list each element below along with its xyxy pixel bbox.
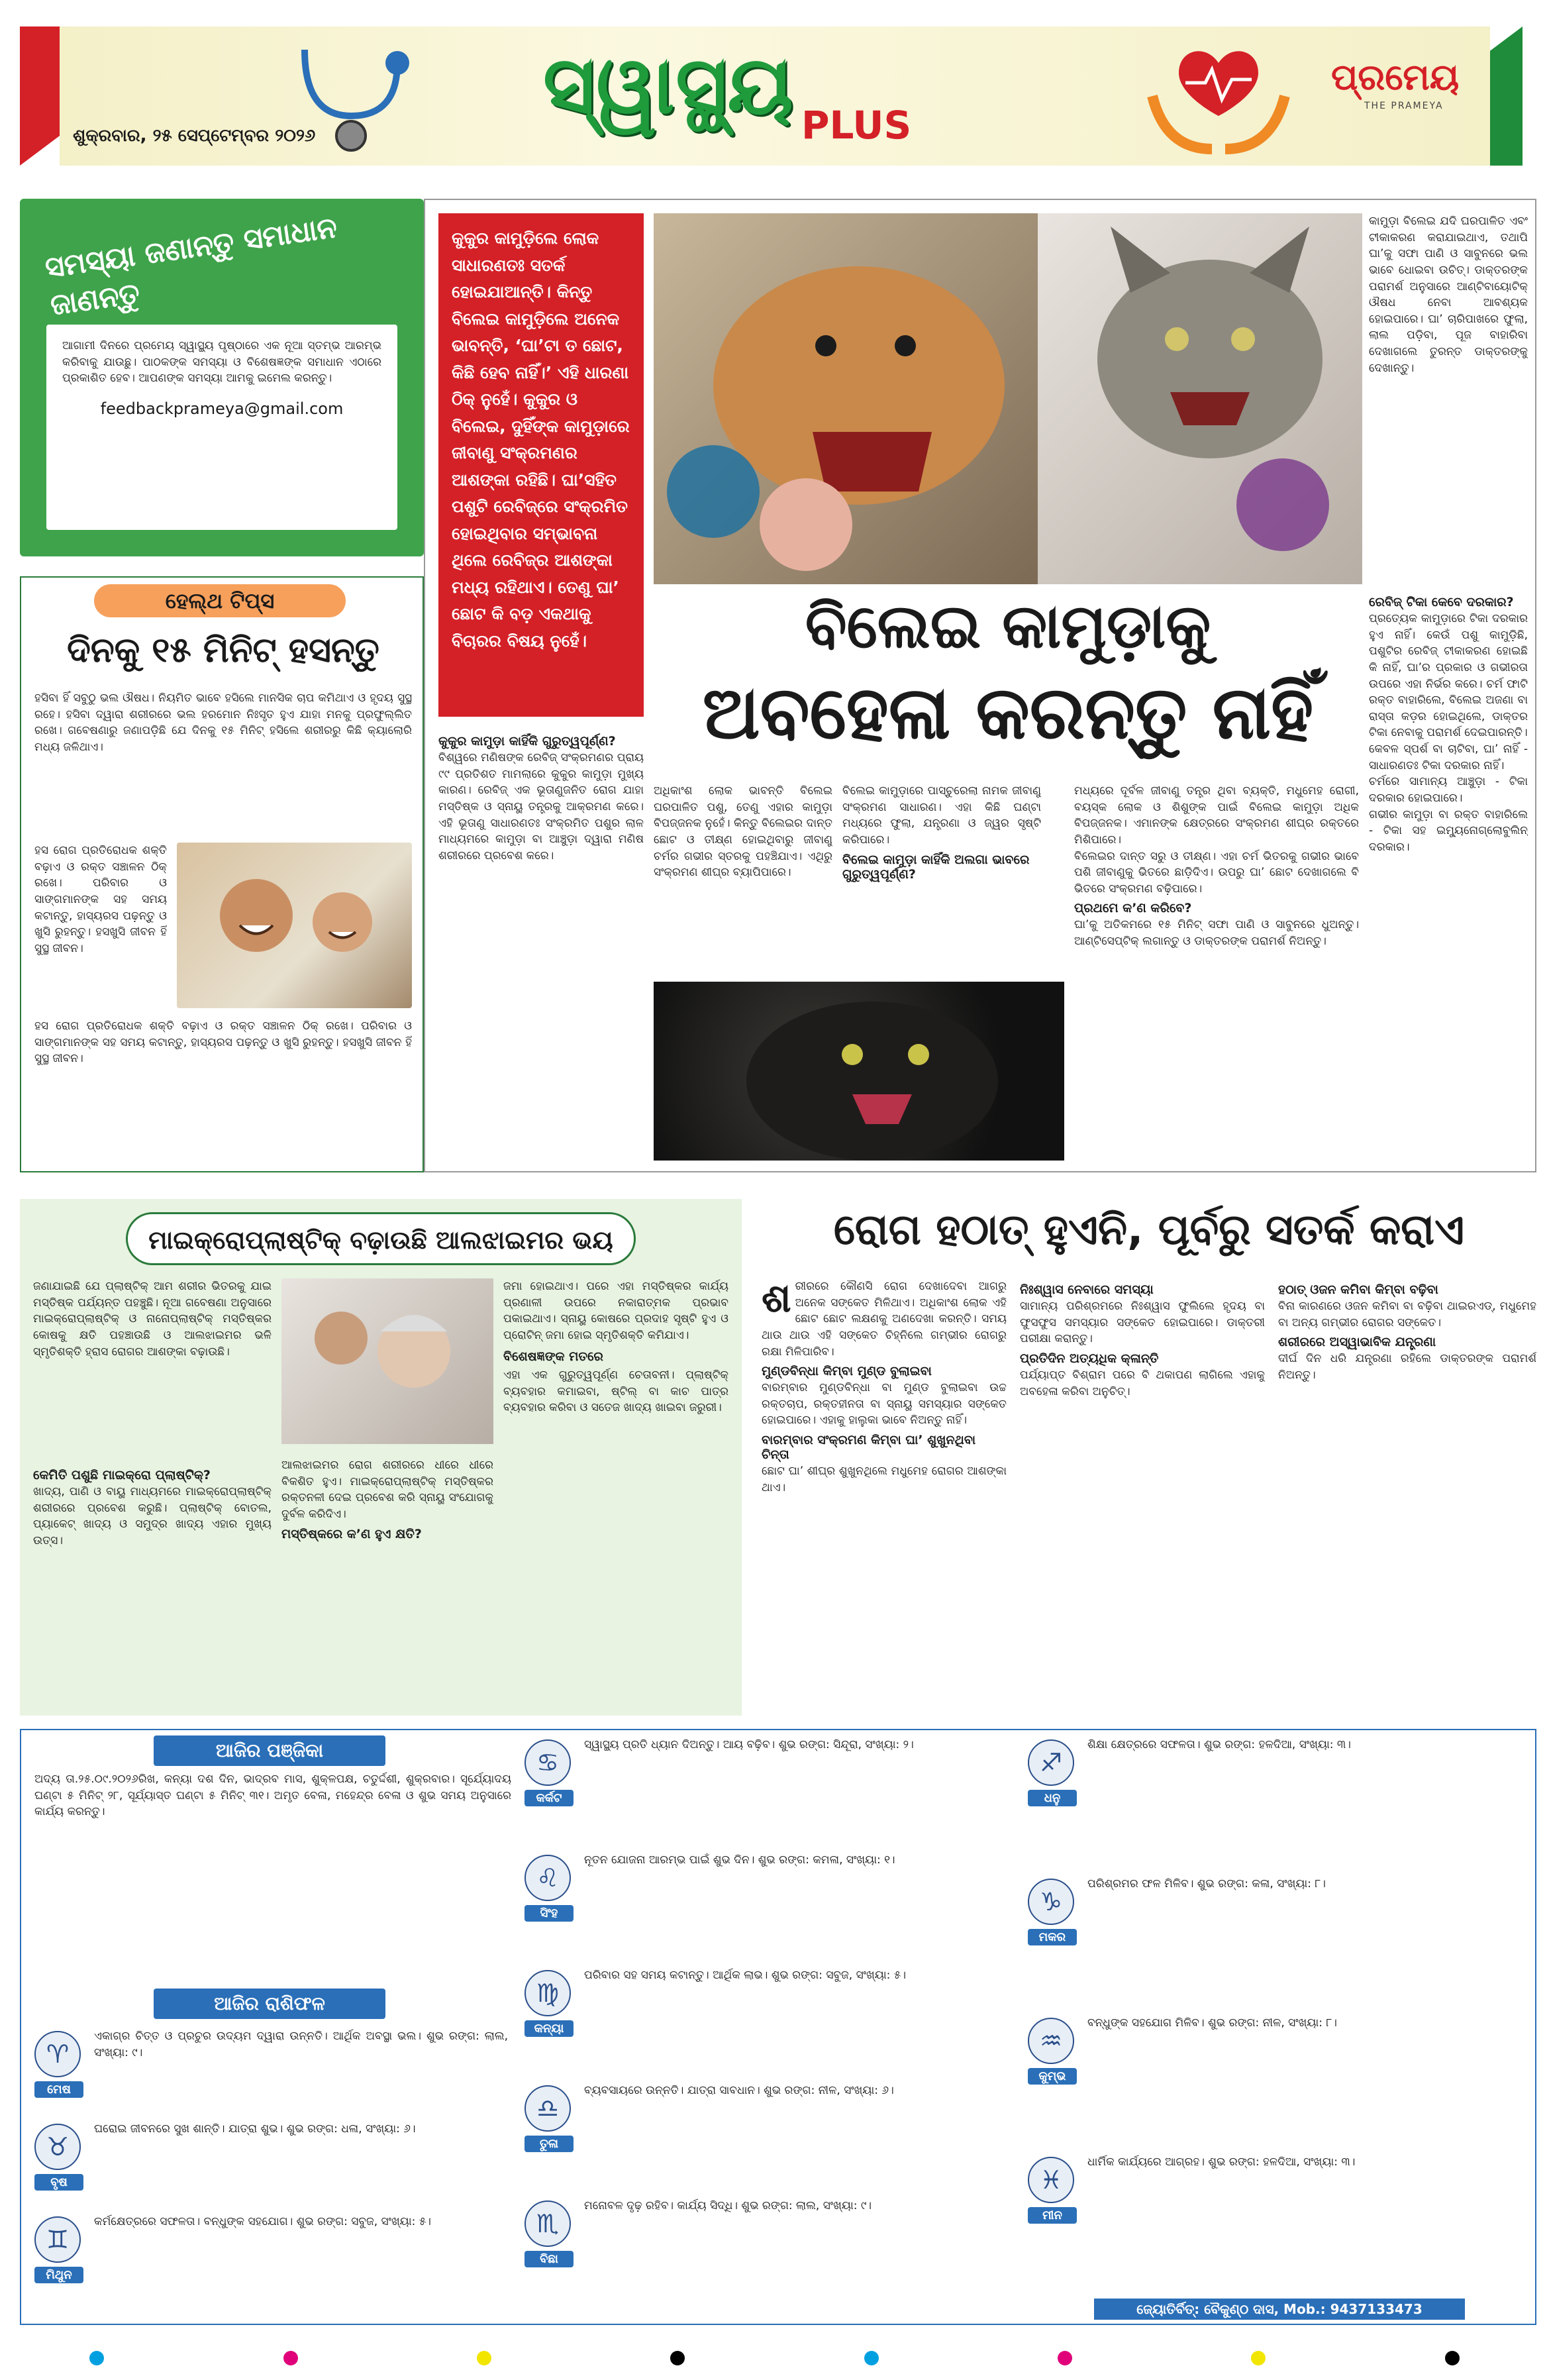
body-pain-heading: ଶରୀରରେ ଅସ୍ୱାଭାବିକ ଯନ୍ତ୍ରଣା bbox=[1278, 1335, 1436, 1350]
zodiac-name: ବୃଷ bbox=[34, 2174, 83, 2191]
warning-headline: ରୋଗ ହଠାତ୍ ହୁଏନି, ପୂର୍ବରୁ ସତର୍କ କରାଏ bbox=[833, 1206, 1465, 1255]
registration-dot bbox=[670, 2351, 685, 2365]
heart-hands-icon bbox=[1139, 36, 1298, 162]
lead-col-1 bbox=[438, 730, 644, 1161]
horoscope-entry bbox=[1028, 2015, 1524, 2150]
section-plus: PLUS bbox=[801, 103, 912, 148]
cat-icon bbox=[1038, 213, 1362, 584]
rabies-bullet-1: କେବଳ ସ୍ପର୍ଶ ବା ଚାଟିବା, ଘା’ ନାହିଁ - ସାଧାରଣତଃ ଟିକା ଦରକାର ନାହିଁ। bbox=[1369, 743, 1528, 772]
horoscope-entry bbox=[34, 2121, 511, 2210]
laughing-family-photo bbox=[177, 843, 412, 1008]
zodiac-name: ସିଂହ bbox=[525, 1905, 574, 1922]
registration-dot bbox=[1251, 2351, 1266, 2365]
registration-dot bbox=[1445, 2351, 1460, 2365]
elderly-person-icon bbox=[281, 1278, 493, 1444]
lead-right-col: କାମୁଡ଼ା ବିଲେଇ ଯଦି ଘରପାଳିତ ଏବଂ ଟୀକାକରଣ କରାଯାଇଥାଏ, ତଥାପି ଘା’କୁ ସଫା ପାଣି ଓ ସାବୁନରେ ଭଲ ଭାବେ ଧୋଇବା ଉଚିତ୍। ଡାକ୍ତରଙ୍କ ପରାମର୍ଶ ଅନୁସାରେ ଆଣ୍ଟିବାୟୋଟିକ୍ ଔଷଧ ନେବା ଆବଶ୍ୟକ ହୋଇପାରେ। ଘା’ ଚାରିପାଖରେ ଫୁଲା, ଲାଲ ପଡ଼ିବା, ପୂଜ ବାହାରିବା ଦେଖାଗଲେ ତୁରନ୍ତ ଡାକ୍ତରଙ୍କୁ ଦେଖାନ୍ତୁ। bbox=[1369, 215, 1528, 375]
brain-damage-heading: ମସ୍ତିଷ୍କରେ କ’ଣ ହୁଏ କ୍ଷତି? bbox=[281, 1526, 422, 1541]
health-tip-body-side: ହସ ରୋଗ ପ୍ରତିରୋଧକ ଶକ୍ତି ବଢ଼ାଏ ଓ ରକ୍ତ ସଞ୍ଚାଳନ ଠିକ୍ ରଖେ। ପରିବାର ଓ ସାଙ୍ଗମାନଙ୍କ ସହ ସମୟ କଟାନ୍ତୁ, ହାସ୍ୟରସ ପଢ଼ନ୍ତୁ ଓ ଖୁସି ରୁହନ୍ତୁ। ହସଖୁସି ଜୀବନ ହିଁ ସୁସ୍ଥ ଜୀବନ। bbox=[34, 844, 167, 955]
warning-col-2 bbox=[1020, 1278, 1265, 1702]
rashifal-title: ଆଜିର ରାଶିଫଳ bbox=[154, 1989, 385, 2019]
zodiac-forecast: ସ୍ୱାସ୍ଥ୍ୟ ପ୍ରତି ଧ୍ୟାନ ଦିଅନ୍ତୁ। ଆୟ ବଢ଼ିବ। ଶୁଭ ରଙ୍ଗ: ସିନ୍ଦୂରା, ସଂଖ୍ୟା: ୨। bbox=[584, 1738, 914, 1751]
rabies-heading: ରେବିଜ୍ ଟିକା କେବେ ଦରକାର? bbox=[1369, 595, 1514, 609]
breathing-heading: ନିଃଶ୍ୱାସ ନେବାରେ ସମସ୍ୟା bbox=[1020, 1282, 1154, 1297]
horoscope-entry bbox=[1028, 1737, 1524, 1872]
warning-signs-article bbox=[762, 1199, 1536, 1716]
issue-date: ଶୁକ୍ରବାର, ୨୫ ସେପ୍ଟେମ୍ବର ୨୦୨୬ bbox=[73, 126, 316, 146]
feedback-card bbox=[46, 325, 397, 530]
zodiac-icon: ♉ bbox=[34, 2124, 81, 2170]
angry-dog-photo bbox=[654, 213, 1038, 584]
zodiac-forecast: ଏକାଗ୍ର ଚିତ୍ତ ଓ ପ୍ରଚୁର ଉଦ୍ୟମ ଦ୍ୱାରା ଉନ୍ନତି। ଆର୍ଥିକ ଅବସ୍ଥା ଭଲ। ଶୁଭ ରଙ୍ଗ: ଲାଲ, ସଂଖ୍ୟା: ୯। bbox=[94, 2030, 508, 2059]
microplastic-damage-intro: ଆଲଝାଇମର ରୋଗ ଶରୀରରେ ଧୀରେ ଧୀରେ ବିକଶିତ ହୁଏ। ମାଇକ୍ରୋପ୍ଲାଷ୍ଟିକ୍ ମସ୍ତିଷ୍କର ରକ୍ତନଳୀ ଦେଇ ପ୍ରବେଶ କରି ସ୍ନାୟୁ ସଂଯୋଗକୁ ଦୁର୍ବଳ କରିଦିଏ। bbox=[281, 1459, 493, 1521]
zodiac-name: ମିଥୁନ bbox=[34, 2267, 83, 2283]
horoscope-entry bbox=[1028, 1876, 1524, 2011]
registration-dot bbox=[283, 2351, 298, 2365]
zodiac-icon: ♏ bbox=[525, 2200, 571, 2247]
horoscope-entry bbox=[525, 1737, 1015, 1848]
registration-dot bbox=[1058, 2351, 1072, 2365]
horoscope-entry bbox=[525, 2083, 1015, 2194]
horoscope-entry bbox=[525, 1852, 1015, 1963]
warning-col-3 bbox=[1278, 1278, 1536, 1702]
zodiac-name: ମକର bbox=[1028, 1929, 1077, 1945]
dog-bite-heading: କୁକୁର କାମୁଡ଼ା କାହିଁକି ଗୁରୁତ୍ୱପୂର୍ଣ୍ଣ? bbox=[438, 734, 616, 749]
rabies-body: ପ୍ରତ୍ୟେକ କାମୁଡ଼ାରେ ଟିକା ଦରକାର ହୁଏ ନାହିଁ। କେଉଁ ପଶୁ କାମୁଡ଼ିଛି, ପଶୁଟିର ରେବିଜ୍ ଟୀକାକରଣ ହୋଇଛି କି ନାହିଁ, ଘା’ର ପ୍ରକାର ଓ ଗଭୀରତା ଉପରେ ଏହା ନିର୍ଭର କରେ। ଚର୍ମ ଫାଟି ରକ୍ତ ବାହାରିଲେ, ବିଲେଇ ଅଜଣା ବା ରାସ୍ତା କଡ଼ର ହୋଇଥିଲେ, ଡାକ୍ତର ଟିକା ନେବାକୁ ପରାମର୍ଶ ଦେଇପାରନ୍ତି। bbox=[1369, 612, 1528, 740]
newspaper-logo-subtitle: THE PRAMEYA bbox=[1364, 101, 1444, 111]
registration-dot bbox=[89, 2351, 104, 2365]
zodiac-icon: ♑ bbox=[1028, 1879, 1074, 1925]
microplastic-entry-body: ଖାଦ୍ୟ, ପାଣି ଓ ବାୟୁ ମାଧ୍ୟମରେ ମାଇକ୍ରୋପ୍ଲାଷ୍ଟିକ୍ ଶରୀରରେ ପ୍ରବେଶ କରୁଛି। ପ୍ଲାଷ୍ଟିକ୍ ବୋତଲ, ପ୍ୟାକେଟ୍ ଖାଦ୍ୟ ଓ ସମୁଦ୍ର ଖାଦ୍ୟ ଏହାର ମୁଖ୍ୟ ଉତ୍ସ। bbox=[33, 1485, 272, 1547]
zodiac-name: କୁମ୍ଭ bbox=[1028, 2068, 1077, 2085]
smile-icon bbox=[177, 843, 412, 1008]
expert-heading: ବିଶେଷଜ୍ଞଙ୍କ ମତରେ bbox=[503, 1349, 603, 1364]
lead-article bbox=[424, 199, 1536, 1172]
headache-body: ବାରମ୍ବାର ମୁଣ୍ଡବିନ୍ଧା ବା ମୁଣ୍ଡ ବୁଲାଇବା ଉଚ୍ଚ ରକ୍ତଚାପ, ରକ୍ତହୀନତା ବା ସ୍ନାୟୁ ସମସ୍ୟାର ସଙ୍କେତ ହୋଇପାରେ। ଏହାକୁ ହାଲୁକା ଭାବେ ନିଅନ୍ତୁ ନାହିଁ। bbox=[762, 1381, 1007, 1427]
registration-dot bbox=[477, 2351, 491, 2365]
zodiac-forecast: ବନ୍ଧୁଙ୍କ ସହଯୋଗ ମିଳିବ। ଶୁଭ ରଙ୍ଗ: ନୀଳ, ସଂଖ୍ୟା: ୮। bbox=[1087, 2016, 1337, 2030]
infection-body: ଛୋଟ ଘା’ ଶୀଘ୍ର ଶୁଖୁନଥିଲେ ମଧୁମେହ ରୋଗର ଆଶଙ୍କା ଥାଏ। bbox=[762, 1465, 1007, 1494]
dog-bite-body: ବିଶ୍ୱରେ ମଣିଷଙ୍କ ରେବିଜ୍ ସଂକ୍ରମଣର ପ୍ରାୟ ୯୯ ପ୍ରତିଶତ ମାମଲାରେ କୁକୁର କାମୁଡ଼ା ମୁଖ୍ୟ କାରଣ। ରେବିଜ୍ ଏକ ଭୂତାଣୁଜନିତ ରୋଗ ଯାହା ମସ୍ତିଷ୍କ ଓ ସ୍ନାୟୁ ତନ୍ତ୍ରକୁ ଆକ୍ରମଣ କରେ। ଏହି ଭୂତାଣୁ ସାଧାରଣତଃ ସଂକ୍ରମିତ ପଶୁର ଲାଳ ମାଧ୍ୟମରେ କାମୁଡ଼ା ବା ଆଞ୍ଚୁଡ଼ା ଦ୍ୱାରା ମଣିଷ ଶରୀରରେ ପ୍ରବେଶ କରେ। bbox=[438, 751, 644, 862]
health-tip-headline: ଦିନକୁ ୧୫ ମିନିଟ୍ ହସନ୍ତୁ bbox=[67, 631, 379, 670]
horoscope-grid bbox=[21, 1730, 1538, 2326]
fatigue-body: ପର୍ଯ୍ୟାପ୍ତ ବିଶ୍ରାମ ପରେ ବି ଥକାପଣ ଲାଗିଲେ ଏହାକୁ ଅବହେଳା କରିବା ଅନୁଚିତ୍। bbox=[1020, 1368, 1265, 1398]
microplastic-col-3 bbox=[503, 1278, 728, 1702]
expert-body: ଏହା ଏକ ଗୁରୁତ୍ୱପୂର୍ଣ୍ଣ ଚେତାବନୀ। ପ୍ଲାଷ୍ଟିକ୍ ବ୍ୟବହାର କମାଇବା, ଷ୍ଟିଲ୍ ବା କାଚ ପାତ୍ର ବ୍ୟବହାର କରିବା ଓ ସତେଜ ଖାଦ୍ୟ ଖାଇବା ଜରୁରୀ। bbox=[503, 1369, 728, 1415]
warning-col-1 bbox=[762, 1278, 1007, 1702]
zodiac-name: ବିଛା bbox=[525, 2251, 574, 2267]
cat-bite-intro: ବିଲେଇ କାମୁଡ଼ାରେ ପାସ୍ଚୁରେଲା ନାମକ ଜୀବାଣୁ ସଂକ୍ରମଣ ସାଧାରଣ। ଏହା କିଛି ଘଣ୍ଟା ମଧ୍ୟରେ ଫୁଲା, ଯନ୍ତ୍ରଣା ଓ ଜ୍ୱର ସୃଷ୍ଟି କରିପାରେ। bbox=[842, 784, 1041, 847]
zodiac-name: ମୀନ bbox=[1028, 2207, 1077, 2224]
panjika-title: ଆଜିର ପଞ୍ଜିକା bbox=[154, 1735, 385, 1766]
lead-headline-1: ବିଲେଇ କାମୁଡ଼ାକୁ bbox=[805, 591, 1211, 662]
elderly-woman-photo bbox=[281, 1278, 493, 1444]
warning-dropcap: ଶ bbox=[762, 1278, 791, 1321]
health-tip-box bbox=[20, 576, 424, 1172]
dog-icon bbox=[654, 213, 1038, 584]
horoscope-entry bbox=[34, 2028, 511, 2117]
zodiac-icon: ♒ bbox=[1028, 2018, 1074, 2064]
zodiac-forecast: ପରିଶ୍ରମର ଫଳ ମିଳିବ। ଶୁଭ ରଙ୍ଗ: କଳା, ସଂଖ୍ୟା: ୮। bbox=[1087, 1877, 1326, 1890]
lead-col-4 bbox=[1074, 783, 1359, 1161]
health-tip-body2: ହସ ରୋଗ ପ୍ରତିରୋଧକ ଶକ୍ତି ବଢ଼ାଏ ଓ ରକ୍ତ ସଞ୍ଚାଳନ ଠିକ୍ ରଖେ। ପରିବାର ଓ ସାଙ୍ଗମାନଙ୍କ ସହ ସମୟ କଟାନ୍ତୁ, ହାସ୍ୟରସ ପଢ଼ନ୍ତୁ ଓ ଖୁସି ରୁହନ୍ତୁ। ହସଖୁସି ଜୀବନ ହିଁ ସୁସ୍ଥ ଜୀବନ। bbox=[34, 1019, 412, 1066]
zodiac-icon: ♐ bbox=[1028, 1739, 1074, 1786]
zodiac-forecast: ବ୍ୟବସାୟରେ ଉନ୍ନତି। ଯାତ୍ରା ସାବଧାନ। ଶୁଭ ରଙ୍ଗ: ନୀଳ, ସଂଖ୍ୟା: ୬। bbox=[584, 2084, 894, 2097]
rabies-bullet-3: ଗଭୀର କାମୁଡ଼ା ବା ରକ୍ତ ବାହାରିଲେ - ଟିକା ସହ ଇମ୍ୟୁନୋଗ୍ଲୋବୁଲିନ୍ ଦରକାର। bbox=[1369, 807, 1528, 854]
zodiac-name: ତୁଳା bbox=[525, 2136, 574, 2152]
zodiac-icon: ♌ bbox=[525, 1855, 571, 1901]
lead-col-3 bbox=[842, 783, 1041, 975]
microplastic-article bbox=[20, 1199, 742, 1716]
zodiac-forecast: ଧାର୍ମିକ କାର୍ଯ୍ୟରେ ଆଗ୍ରହ। ଶୁଭ ରଙ୍ଗ: ହଳଦିଆ, ସଂଖ୍ୟା: ୩। bbox=[1087, 2155, 1356, 2169]
zodiac-icon: ♊ bbox=[34, 2216, 81, 2263]
zodiac-forecast: ନୂତନ ଯୋଜନା ଆରମ୍ଭ ପାଇଁ ଶୁଭ ଦିନ। ଶୁଭ ରଙ୍ଗ: କମଳା, ସଂଖ୍ୟା: ୧। bbox=[584, 1853, 895, 1867]
rabies-bullet-2: ଚର୍ମରେ ସାମାନ୍ୟ ଆଞ୍ଚୁଡ଼ା - ଟିକା ଦରକାର ହୋଇପାରେ। bbox=[1369, 775, 1528, 805]
weight-change-heading: ହଠାତ୍ ଓଜନ କମିବା କିମ୍ବା ବଢ଼ିବା bbox=[1278, 1282, 1438, 1297]
zodiac-name: ମେଷ bbox=[34, 2081, 83, 2098]
feedback-email[interactable]: feedbackprameya@gmail.com bbox=[100, 399, 344, 418]
zodiac-icon: ♈ bbox=[34, 2031, 81, 2077]
microplastic-intro: ଜଣାଯାଇଛି ଯେ ପ୍ଲାଷ୍ଟିକ୍ ଆମ ଶରୀର ଭିତରକୁ ଯାଇ ମସ୍ତିଷ୍କ ପର୍ଯ୍ୟନ୍ତ ପହଞ୍ଚୁଛି। ନୂଆ ଗବେଷଣା ଅନୁସାରେ ମାଇକ୍ରୋପ୍ଲାଷ୍ଟିକ୍ ଓ ନାନୋପ୍ଲାଷ୍ଟିକ୍ ମସ୍ତିଷ୍କର କୋଷକୁ କ୍ଷତି ପହଞ୍ଚାଉଛି ଓ ଆଲଝାଇମର ଭଳି ସ୍ମୃତିଶକ୍ତି ହ୍ରାସ ରୋଗର ଆଶଙ୍କା ବଢ଼ାଉଛି। bbox=[33, 1280, 272, 1359]
black-cat-photo bbox=[654, 982, 1064, 1161]
horoscope-entry bbox=[1028, 2154, 1524, 2289]
body-pain-body: ଦୀର୍ଘ ଦିନ ଧରି ଯନ୍ତ୍ରଣା ରହିଲେ ଡାକ୍ତରଙ୍କ ପରାମର୍ଶ ନିଅନ୍ତୁ। bbox=[1278, 1352, 1536, 1382]
first-aid-body: ଘା’କୁ ଅତିକମରେ ୧୫ ମିନିଟ୍ ସଫା ପାଣି ଓ ସାବୁନରେ ଧୁଅନ୍ତୁ। ଆଣ୍ଟିସେପ୍ଟିକ୍ ଲଗାନ୍ତୁ ଓ ଡାକ୍ତରଙ୍କ ପରାମର୍ଶ ନିଅନ୍ତୁ। bbox=[1074, 918, 1359, 949]
angry-cat-photo bbox=[1038, 213, 1362, 584]
warning-intro: ରୀରରେ କୌଣସି ରୋଗ ଦେଖାଦେବା ଆଗରୁ ଅନେକ ସଙ୍କେତ ମିଳିଥାଏ। ଅଧିକାଂଶ ଲୋକ ଏହି ଛୋଟ ଛୋଟ ଲକ୍ଷଣକୁ ଅଣଦେଖା କରନ୍ତି। ସମୟ ଥାଉ ଥାଉ ଏହି ସଙ୍କେତ ଚିହ୍ନିଲେ ଗମ୍ଭୀର ରୋଗରୁ ରକ୍ଷା ମିଳିପାରିବ। bbox=[762, 1280, 1007, 1359]
health-tip-label: ହେଲ୍ଥ ଟିପ୍ସ bbox=[94, 584, 346, 617]
microplastic-col-1 bbox=[33, 1464, 272, 1709]
feedback-body: ଆଗାମୀ ଦିନରେ ପ୍ରମେୟ ସ୍ୱାସ୍ଥ୍ୟ ପୃଷ୍ଠାରେ ଏକ ନୂଆ ସ୍ତମ୍ଭ ଆରମ୍ଭ କରିବାକୁ ଯାଉଛୁ। ପାଠକଙ୍କ ସମସ୍ୟା ଓ ବିଶେଷଜ୍ଞଙ୍କ ସମାଧାନ ଏଠାରେ ପ୍ରକାଶିତ ହେବ। ଆପଣଙ୍କ ସମସ୍ୟା ଆମକୁ ଇମେଲ କରନ୍ତୁ। bbox=[62, 339, 381, 386]
breathing-body: ସାମାନ୍ୟ ପରିଶ୍ରମରେ ନିଃଶ୍ୱାସ ଫୁଲିଲେ ହୃଦୟ ବା ଫୁସଫୁସ ସମସ୍ୟାର ସଙ୍କେତ ହୋଇପାରେ। ଡାକ୍ତରୀ ପରୀକ୍ଷା କରାନ୍ତୁ। bbox=[1020, 1300, 1265, 1346]
lead-kicker: କୁକୁର କାମୁଡ଼ିଲେ ଲୋକ ସାଧାରଣତଃ ସତର୍କ ହୋଇଯାଆନ୍ତି। କିନ୍ତୁ ବିଲେଇ କାମୁଡ଼ିଲେ ଅନେକ ଭାବନ୍ତି, ‘ଘା’ଟା ତ ଛୋଟ, କିଛି ହେବ ନାହିଁ।’ ଏହି ଧାରଣା ଠିକ୍ ନୁହେଁ। କୁକୁର ଓ ବିଲେଇ, ଦୁହିଁଙ୍କ କାମୁଡ଼ାରେ ଜୀବାଣୁ ସଂକ୍ରମଣର ଆଶଙ୍କା ରହିଛି। ଘା’ସହିତ ପଶୁଟି ରେବିଜ୍‌ରେ ସଂକ୍ରମିତ ହୋଇଥିବାର ସମ୍ଭାବନା ଥିଲେ ରେବିଜ୍‌ର ଆଶଙ୍କା ମଧ୍ୟ ରହିଥାଏ। ତେଣୁ ଘା’ ଛୋଟ କି ବଡ଼ ଏକଥାକୁ ବିଚାରର ବିଷୟ ନୁହେଁ। bbox=[438, 213, 644, 717]
section-title: ସ୍ୱାସ୍ଥ୍ୟ bbox=[543, 40, 795, 132]
cat-bite-detail: ବିଲେଇର ଦାନ୍ତ ସରୁ ଓ ତୀକ୍ଷ୍ଣ। ଏହା ଚର୍ମ ଭିତରକୁ ଗଭୀର ଭାବେ ପଶି ଜୀବାଣୁକୁ ଭିତରେ ଛାଡ଼ିଦିଏ। ଉପରୁ ଘା’ ଛୋଟ ଦେଖାଗଲେ ବି ଭିତରେ ସଂକ୍ରମଣ ବଢ଼ିପାରେ। bbox=[1074, 849, 1359, 896]
cat-bite-heading: ବିଲେଇ କାମୁଡ଼ା କାହିଁକି ଅଲଗା ଭାବରେ ଗୁରୁତ୍ୱପୂର୍ଣ୍ଣ? bbox=[842, 852, 1030, 882]
microplastic-col-2 bbox=[281, 1457, 493, 1709]
zodiac-name: କର୍କଟ bbox=[525, 1790, 574, 1806]
feedback-title: ସମସ୍ୟା ଜଣାନ୍ତୁ ସମାଧାନ ଜାଣନ୍ତୁ bbox=[42, 210, 340, 323]
zodiac-forecast: ଶିକ୍ଷା କ୍ଷେତ୍ରରେ ସଫଳତା। ଶୁଭ ରଙ୍ଗ: ହଳଦିଆ, ସଂଖ୍ୟା: ୩। bbox=[1087, 1738, 1351, 1751]
zodiac-forecast: ଘରୋଇ ଜୀବନରେ ସୁଖ ଶାନ୍ତି। ଯାତ୍ରା ଶୁଭ। ଶୁଭ ରଙ୍ଗ: ଧଳା, ସଂଖ୍ୟା: ୬। bbox=[94, 2122, 416, 2136]
black-cat-icon bbox=[654, 982, 1064, 1161]
headache-heading: ମୁଣ୍ଡବିନ୍ଧା କିମ୍ବା ମୁଣ୍ଡ ବୁଲାଇବା bbox=[762, 1364, 932, 1379]
microplastic-headline: ମାଇକ୍ରୋପ୍ଲାଷ୍ଟିକ୍ ବଢ଼ାଉଛି ଆଲଝାଇମର ଭୟ bbox=[126, 1212, 636, 1265]
print-registration-marks bbox=[0, 2345, 1549, 2371]
fatigue-heading: ପ୍ରତିଦିନ ଅତ୍ୟଧିକ କ୍ଳାନ୍ତି bbox=[1020, 1351, 1159, 1366]
astrologer-credit: ଜ୍ୟୋତିର୍ବିତ୍: ବୈକୁଣ୍ଠ ଦାସ, Mob.: 9437133473 bbox=[1094, 2299, 1465, 2320]
panjika-body: ଅଦ୍ୟ ତା.୨୫.୦୯.୨୦୨୬ରିଖ, କନ୍ୟା ଦଶ ଦିନ, ଭାଦ୍ରବ ମାସ, ଶୁକ୍ଳପକ୍ଷ, ଚତୁର୍ଦ୍ଦଶୀ, ଶୁକ୍ରବାର। ସୂର୍ଯ୍ୟୋଦୟ ଘଣ୍ଟା ୫ ମିନିଟ୍ ୨୮, ସୂର୍ଯ୍ୟାସ୍ତ ଘଣ୍ଟା ୫ ମିନିଟ୍ ୩୧। ଅମୃତ ବେଳା, ମହେନ୍ଦ୍ର ବେଳା ଓ ଶୁଭ ସମୟ ଅନୁସାରେ କାର୍ଯ୍ୟ କରନ୍ତୁ। bbox=[34, 1773, 511, 1819]
weight-change-body: ବିନା କାରଣରେ ଓଜନ କମିବା ବା ବଢ଼ିବା ଥାଇରଏଡ୍, ମଧୁମେହ ବା ଅନ୍ୟ ଗମ୍ଭୀର ରୋଗର ସଙ୍କେତ। bbox=[1278, 1300, 1536, 1329]
horoscope-entry bbox=[525, 1967, 1015, 2079]
zodiac-icon: ♓ bbox=[1028, 2157, 1074, 2203]
registration-dot bbox=[864, 2351, 879, 2365]
horoscope-entry bbox=[525, 2198, 1015, 2309]
feedback-box bbox=[20, 199, 424, 556]
zodiac-forecast: ପରିବାର ସହ ସମୟ କଟାନ୍ତୁ। ଆର୍ଥିକ ଲାଭ। ଶୁଭ ରଙ୍ଗ: ସବୁଜ, ସଂଖ୍ୟା: ୫। bbox=[584, 1969, 907, 1982]
infection-heading: ବାରମ୍ବାର ସଂକ୍ରମଣ କିମ୍ବା ଘା’ ଶୁଖୁନଥିବା ଚିନ୍ତା bbox=[762, 1433, 976, 1463]
zodiac-icon: ♍ bbox=[525, 1970, 571, 2016]
zodiac-forecast: କର୍ମକ୍ଷେତ୍ରରେ ସଫଳତା। ବନ୍ଧୁଙ୍କ ସହଯୋଗ। ଶୁଭ ରଙ୍ଗ: ସବୁଜ, ସଂଖ୍ୟା: ୫। bbox=[94, 2215, 431, 2228]
zodiac-forecast: ମନୋବଳ ଦୃଢ଼ ରହିବ। କାର୍ଯ୍ୟ ସିଦ୍ଧି। ଶୁଭ ରଙ୍ଗ: ଲାଲ, ସଂଖ୍ୟା: ୯। bbox=[584, 2199, 872, 2212]
risk-groups-body: ମଧ୍ୟରେ ଦୂର୍ବଳ ଜୀବାଣୁ ତନ୍ତ୍ର ଥିବା ବ୍ୟକ୍ତି, ମଧୁମେହ ରୋଗୀ, ବୟସ୍କ ଲୋକ ଓ ଶିଶୁଙ୍କ ପାଇଁ ବିଲେଇ କାମୁଡ଼ା ଅଧିକ ବିପଜ୍ଜନକ। ଏମାନଙ୍କ କ୍ଷେତ୍ରରେ ସଂକ୍ରମଣ ଶୀଘ୍ର ରକ୍ତରେ ମିଶିପାରେ। bbox=[1074, 784, 1359, 847]
lead-rabies-col bbox=[1369, 591, 1528, 1161]
masthead bbox=[0, 0, 1549, 172]
first-aid-heading: ପ୍ରଥମେ କ’ଣ କରିବେ? bbox=[1074, 901, 1192, 916]
zodiac-name: କନ୍ୟା bbox=[525, 2020, 574, 2037]
zodiac-name: ଧନୁ bbox=[1028, 1790, 1077, 1806]
almanac-section bbox=[20, 1729, 1536, 2325]
microplastic-body3: ଜମା ହୋଇଥାଏ। ପରେ ଏହା ମସ୍ତିଷ୍କର କାର୍ଯ୍ୟ ପ୍ରଣାଳୀ ଉପରେ ନକାରାତ୍ମକ ପ୍ରଭାବ ପକାଇଥାଏ। ସ୍ନାୟୁ କୋଷରେ ପ୍ରଦାହ ସୃଷ୍ଟି ହୁଏ ଓ ପ୍ରୋଟିନ୍ ଜମା ହୋଇ ସ୍ମୃତିଶକ୍ତି କମିଯାଏ। bbox=[503, 1280, 728, 1342]
health-tip-body1: ହସିବା ହିଁ ସବୁଠୁ ଭଲ ଔଷଧ। ନିୟମିତ ଭାବେ ହସିଲେ ମାନସିକ ଚାପ କମିଥାଏ ଓ ହୃଦୟ ସୁସ୍ଥ ରହେ। ହସିବା ଦ୍ୱାରା ଶରୀରରେ ଭଲ ହରମୋନ ନିଃସୃତ ହୁଏ ଯାହା ମନକୁ ପ୍ରଫୁଲ୍ଲିତ ରଖେ। ଗବେଷଣାରୁ ଜଣାପଡ଼ିଛି ଯେ ଦିନକୁ ୧୫ ମିନିଟ୍ ହସିଲେ ଶରୀରରୁ କିଛି କ୍ୟାଲୋରି ମଧ୍ୟ ଜଳିଥାଏ। bbox=[34, 692, 412, 754]
newspaper-logo: ପ୍ରମେୟ bbox=[1331, 56, 1460, 98]
microplastic-entry-heading: କେମିତି ପଶୁଛି ମାଇକ୍ରୋ ପ୍ଲାଷ୍ଟିକ୍? bbox=[33, 1468, 211, 1482]
horoscope-entry bbox=[34, 2214, 511, 2302]
zodiac-icon: ♋ bbox=[525, 1739, 571, 1786]
zodiac-icon: ♎ bbox=[525, 2085, 571, 2132]
lead-headline-2: ଅବହେଳା କରନ୍ତୁ ନାହିଁ bbox=[702, 670, 1314, 755]
lead-col-2: ଅଧିକାଂଶ ଲୋକ ଭାବନ୍ତି ବିଲେଇ ଘରପାଳିତ ପଶୁ, ତେଣୁ ଏହାର କାମୁଡ଼ା ବିପଜ୍ଜନକ ନୁହେଁ। କିନ୍ତୁ ବିଲେଇର ଦାନ୍ତ ଛୋଟ ଓ ତୀକ୍ଷ୍ଣ ହୋଇଥିବାରୁ ଜୀବାଣୁ ଚର୍ମର ଗଭୀର ସ୍ତରକୁ ପହଞ୍ଚିଯାଏ। ଏଥିରୁ ସଂକ୍ରମଣ ଶୀଘ୍ର ବ୍ୟାପିପାରେ। bbox=[654, 784, 832, 880]
